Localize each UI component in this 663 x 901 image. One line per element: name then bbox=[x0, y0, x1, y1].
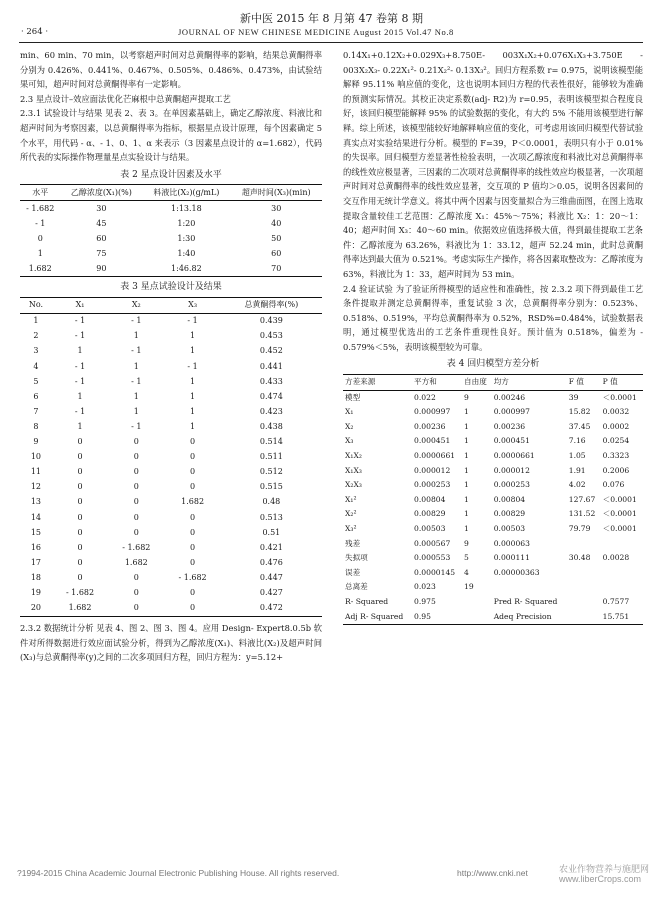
table-design-results bbox=[20, 297, 322, 617]
cnki-link[interactable]: http://www.cnki.net bbox=[457, 868, 528, 878]
table-anova bbox=[343, 374, 643, 625]
table-cell: 0.421 bbox=[259, 542, 283, 552]
table-cell: 9 bbox=[464, 538, 469, 548]
table-cell: 0 bbox=[77, 512, 83, 522]
header-rule bbox=[19, 42, 643, 43]
table-cell: - 1 bbox=[74, 361, 86, 371]
table-row bbox=[20, 601, 322, 617]
table-cell: 1 bbox=[464, 494, 469, 504]
table-cell: 0.00804 bbox=[493, 494, 526, 504]
table-row bbox=[20, 435, 322, 450]
table-cell: 0.447 bbox=[259, 572, 283, 582]
left-column bbox=[20, 48, 322, 665]
table-cell bbox=[462, 595, 492, 610]
table-cell: 1 bbox=[190, 406, 196, 416]
table-cell: ＜0.0001 bbox=[602, 524, 637, 533]
table-cell: X₁ bbox=[345, 407, 354, 417]
table-cell: 0 bbox=[133, 587, 139, 597]
table-cell: 1:40 bbox=[177, 248, 196, 258]
table-cell: 1 bbox=[464, 480, 469, 490]
table-row bbox=[20, 495, 322, 510]
table-cell: - 1 bbox=[74, 406, 86, 416]
copyright-text: ?1994-2015 China Academic Journal Electronic Publishing House. All rights reserved. bbox=[17, 868, 340, 878]
table-cell: 15.82 bbox=[568, 407, 591, 417]
column-header: 方差来源 bbox=[345, 377, 376, 387]
table-cell: 0.433 bbox=[259, 376, 283, 386]
table-cell bbox=[567, 566, 601, 581]
table-cell: 0.7577 bbox=[602, 596, 630, 606]
table-cell: 13 bbox=[30, 497, 42, 507]
table-row bbox=[20, 359, 322, 374]
table-row bbox=[343, 580, 643, 595]
table-row bbox=[20, 586, 322, 601]
table-cell: 7.16 bbox=[568, 436, 586, 446]
table-cell: 总离差 bbox=[345, 582, 368, 592]
table-cell: 0.00503 bbox=[493, 524, 526, 533]
table-cell: X₂ bbox=[345, 421, 354, 431]
table-cell: 127.67 bbox=[568, 494, 596, 504]
table-cell: 0 bbox=[133, 572, 139, 582]
table-cell: 1.05 bbox=[568, 451, 586, 461]
table-cell bbox=[601, 537, 643, 552]
table-cell: 0 bbox=[77, 482, 83, 492]
table-cell: 19 bbox=[30, 587, 42, 597]
journal-header-en: JOURNAL OF NEW CHINESE MEDICINE August 2015 Vol.47 No.8 bbox=[178, 27, 454, 37]
table-cell: 失拟项 bbox=[345, 553, 368, 563]
table-cell: 15 bbox=[30, 527, 42, 537]
table-cell: X₂² bbox=[345, 509, 357, 519]
table-cell: 6 bbox=[33, 391, 39, 401]
table-cell: 模型 bbox=[345, 392, 361, 402]
table-cell: 50 bbox=[271, 233, 282, 243]
table-row bbox=[343, 566, 643, 581]
table-cell: 1:46.82 bbox=[171, 263, 202, 273]
table-cell: 0.000063 bbox=[493, 538, 530, 548]
table-row bbox=[343, 405, 643, 420]
column-header: No. bbox=[28, 300, 44, 310]
table-cell: 60 bbox=[96, 233, 107, 243]
table-row bbox=[343, 493, 643, 508]
watermark: 农业作物营养与施肥网 www.liberCrops.com bbox=[559, 864, 650, 884]
table-cell: 0.000553 bbox=[414, 553, 451, 563]
paragraph-ultrasound-time: min、60 min、70 min，以考察超声时间对总黄酮得率的影响，结果总黄酮得率分别为 0.426%、0.441%、0.467%、0.505%、0.486%、0.473%，由试验结果可知，超声时间对总黄酮得率有一定影响。 bbox=[20, 50, 322, 90]
table-cell: 0 bbox=[133, 527, 139, 537]
table-cell: 0 bbox=[133, 437, 139, 447]
table-cell: 0 bbox=[190, 587, 196, 597]
table-factors-levels bbox=[20, 184, 322, 277]
table-cell: 45 bbox=[96, 218, 107, 228]
table-cell: 0 bbox=[190, 437, 196, 447]
table-cell: Pred R- Squared bbox=[493, 596, 558, 606]
column-header: X₂ bbox=[131, 300, 141, 310]
table-cell: 1 bbox=[464, 421, 469, 431]
table-cell: 0 bbox=[190, 527, 196, 537]
table-cell: 0.000253 bbox=[414, 480, 451, 490]
paragraph-2-3-2: 2.3.2 数据统计分析 见表 4、图 2、图 3、图 4。应用 Design- Expert8.0.5b 软件对所得数据进行效应面试验分析，得到为乙醇浓度(X₁)、料液比(X₂)及超声时间(X₃)与总黄酮得率(y)之间的二次多项回归方程，回归方程为：y=5.12+ bbox=[20, 622, 322, 663]
table-cell: 0.000997 bbox=[414, 407, 451, 417]
journal-header-cn: 新中医 2015 年 8 月第 47 卷第 8 期 bbox=[240, 12, 423, 25]
table-cell: 0.023 bbox=[414, 582, 436, 592]
table-row bbox=[20, 314, 322, 330]
table-cell: 15.751 bbox=[602, 611, 630, 621]
table-cell: 20 bbox=[30, 603, 42, 613]
table-cell: 60 bbox=[271, 248, 282, 258]
table-cell: 1 bbox=[133, 361, 139, 371]
table-cell: 1 bbox=[37, 248, 43, 258]
table-cell: - 1 bbox=[74, 331, 86, 341]
table-cell: - 1.682 bbox=[26, 203, 55, 213]
table-cell: 0 bbox=[77, 542, 83, 552]
table-cell: - 1 bbox=[74, 316, 86, 326]
table-row bbox=[343, 610, 643, 625]
table-cell: 37.45 bbox=[568, 421, 591, 431]
table-cell: 7 bbox=[33, 406, 39, 416]
table-cell: ＜0.0001 bbox=[602, 392, 637, 402]
table-cell: 0.000012 bbox=[493, 465, 530, 475]
column-header: X₁ bbox=[75, 300, 85, 310]
table-row bbox=[20, 525, 322, 540]
table-cell: 0.000111 bbox=[493, 553, 530, 563]
table-cell: 30.48 bbox=[568, 553, 591, 563]
table-row bbox=[20, 450, 322, 465]
table-cell: 1 bbox=[77, 346, 83, 356]
table-cell: 0.00804 bbox=[414, 494, 446, 504]
table-row bbox=[343, 478, 643, 493]
table-cell bbox=[567, 537, 601, 552]
table-row bbox=[343, 507, 643, 522]
table-cell: 0.0000661 bbox=[493, 451, 535, 461]
table-cell: 0 bbox=[37, 233, 43, 243]
table-cell: Adeq Precision bbox=[493, 611, 552, 621]
header-row bbox=[0, 27, 663, 41]
table-cell: 1 bbox=[464, 407, 469, 417]
table-cell: 1 bbox=[464, 509, 469, 519]
column-header: 乙醇浓度(X₁)(%) bbox=[70, 187, 132, 197]
table-row bbox=[20, 261, 322, 277]
table-cell: Adj R- Squared bbox=[345, 611, 404, 621]
table-cell: 1 bbox=[190, 346, 196, 356]
table-cell: 30 bbox=[271, 203, 282, 213]
table3-caption: 表 3 星点试验设计及结果 bbox=[120, 282, 222, 293]
table-cell bbox=[492, 580, 567, 595]
table-cell: 0.514 bbox=[259, 437, 283, 447]
table-cell: X₁X₃ bbox=[345, 465, 362, 475]
paragraph-regression: 0.14X₁+0.12X₂+0.029X₃+8.750E- 003X₁X₂+0.076X₁X₃+3.750E - 003X₂X₃- 0.22X₁²- 0.21X₂²- 0.13X₃²。回归方程系数 r= 0.975，说明该模型能解释 95.11% 响应值的变化，这也说明本回归方程的代表性很好，能够较为准确的预测实际情况。其校正决定系数(adj- R2)为 r=0.95，表明该模型拟合程度良好，该回归模型能解释 95% 的试验数据的变化，有大约 5% 不能用该模型进行解释。综上所述，该模型能较好地解释响应值的变化，可考虑用该回归模型代替试验真实点对实验结果进行分析。模型的 F=39，P＜0.0001，表明只有小于 0.01% 的失误率。回归模型方差显著性检验表明，一次项乙醇浓度和料液比对总黄酮得率的线性效应极显著，三因素的二次项对总黄酮得率的线性效应均极显著，一次项超声时间对总黄酮得率的线性效应显著，交互项的 P 值均＞0.05，说明各因素间的交互作用无统计学意义。将其中两个因素与因变量拟合为三维曲面图，在图上选取提取含量较佳工艺范围：乙醇浓度 X₁：45%～75%；料液比 X₂：1：20～1：40；超声时间 X₃：40～60 min。依据效应值选择极大值，得到最佳提取工艺条件：乙醇浓度为 63.26%，料液比为 1：33.12，超声 52.24 min，此时总黄酮得率达到最大值为 0.521%。考虑实际生产操作，将各因素取整改为：乙醇浓度为 63%，料液比为 1：33，超声时间为 53 min。 bbox=[343, 50, 643, 279]
table-cell: 0 bbox=[77, 557, 83, 567]
table-row bbox=[20, 405, 322, 420]
column-header: 均方 bbox=[493, 377, 509, 387]
table-cell: 1.682 bbox=[124, 557, 148, 567]
table-cell: 0.000451 bbox=[493, 436, 530, 446]
table-cell: 0 bbox=[77, 467, 83, 477]
table-cell: 0.441 bbox=[259, 361, 283, 371]
table-cell: 0.48 bbox=[262, 497, 281, 507]
table-cell: 0.00829 bbox=[493, 509, 526, 519]
table-cell: 0 bbox=[133, 497, 139, 507]
table-cell: - 1.682 bbox=[65, 587, 95, 597]
table-row bbox=[20, 390, 322, 405]
table-cell: - 1 bbox=[74, 376, 86, 386]
table-cell: 1.682 bbox=[28, 263, 52, 273]
table-cell: 0.0254 bbox=[602, 436, 630, 446]
table-row bbox=[20, 246, 322, 261]
table2-caption: 表 2 星点设计因素及水平 bbox=[120, 169, 222, 180]
table-cell: X₂X₃ bbox=[345, 480, 362, 490]
column-header: X₃ bbox=[188, 300, 198, 310]
table-cell: 4.02 bbox=[568, 480, 586, 490]
column-header: 平方和 bbox=[414, 377, 437, 387]
table-cell: 0.000997 bbox=[493, 407, 530, 417]
table-cell: 0 bbox=[133, 603, 139, 613]
table-cell: 0.51 bbox=[262, 527, 281, 537]
table-cell: 11 bbox=[30, 467, 42, 477]
table-row bbox=[20, 420, 322, 435]
table-row bbox=[343, 434, 643, 449]
table-cell: 0.00503 bbox=[414, 524, 446, 533]
column-header: F 值 bbox=[568, 377, 585, 387]
column-header: 总黄酮得率(%) bbox=[244, 300, 299, 310]
table-cell: 0.453 bbox=[259, 331, 283, 341]
table-cell: 0.076 bbox=[602, 480, 625, 490]
table-cell: 1 bbox=[133, 331, 139, 341]
table-cell: 5 bbox=[33, 376, 39, 386]
table-cell: X₃ bbox=[345, 436, 354, 446]
column-header: 水平 bbox=[32, 187, 49, 197]
column-header: P 值 bbox=[602, 377, 618, 387]
column-header: 自由度 bbox=[464, 377, 487, 387]
table-cell: R- Squared bbox=[345, 596, 389, 606]
table-row bbox=[343, 464, 643, 479]
table-cell: 4 bbox=[33, 361, 39, 371]
paragraph-2-4-verification: 2.4 验证试验 为了验证所得模型的适应性和准确性，按 2.3.2 项下得到最佳工艺条件提取并测定总黄酮得率，重复试验 3 次，总黄酮得率分别为：0.523%、0.518%、0.519%，平均总黄酮得率为 0.52%，RSD%=0.484%，试验数据表明，通过模型优选出的工艺条件重现性良好。预计值为 0.518%，偏差为 - 0.579%＜5%，表明该模型较为可靠。 bbox=[343, 283, 643, 352]
table-row bbox=[343, 449, 643, 464]
table-cell: 1 bbox=[33, 316, 39, 326]
table-cell: 39 bbox=[568, 392, 579, 402]
table-cell bbox=[567, 580, 601, 595]
table-cell: 0 bbox=[133, 512, 139, 522]
column-header: 料液比(X₂)(g/mL) bbox=[153, 187, 220, 197]
table-row bbox=[343, 522, 643, 537]
table-row bbox=[343, 537, 643, 552]
table-cell: 3 bbox=[33, 346, 39, 356]
table-cell: 0.476 bbox=[259, 557, 283, 567]
table-cell: 0.472 bbox=[259, 603, 283, 613]
table-cell: 1:20 bbox=[177, 218, 196, 228]
table-cell: 0 bbox=[190, 542, 196, 552]
table-cell: 0.00236 bbox=[493, 421, 526, 431]
table-cell: 残差 bbox=[345, 538, 361, 548]
table-cell: 1:30 bbox=[177, 233, 196, 243]
table-cell: 0 bbox=[133, 452, 139, 462]
table-cell: 8 bbox=[33, 421, 39, 431]
table-cell: 1 bbox=[77, 391, 83, 401]
table-cell: 0 bbox=[190, 603, 196, 613]
table-cell: ＜0.0001 bbox=[602, 494, 637, 504]
table-row bbox=[343, 420, 643, 435]
table-cell: - 1 bbox=[187, 361, 198, 371]
table-row bbox=[343, 390, 643, 405]
table-row bbox=[20, 374, 322, 389]
right-column bbox=[343, 48, 643, 625]
table-row bbox=[20, 231, 322, 246]
table-cell: 1 bbox=[77, 421, 83, 431]
table-cell: 1 bbox=[464, 436, 469, 446]
table-cell: 0 bbox=[190, 557, 196, 567]
table-cell: 0.0032 bbox=[602, 407, 630, 417]
table-cell: 9 bbox=[33, 437, 39, 447]
table-cell: - 1 bbox=[131, 376, 142, 386]
table-cell: 14 bbox=[30, 512, 42, 522]
table-cell: 70 bbox=[271, 263, 282, 273]
table-cell: 0 bbox=[77, 437, 83, 447]
table-cell: 0.000567 bbox=[414, 538, 451, 548]
table-cell: 90 bbox=[96, 263, 107, 273]
table-cell: 0.00829 bbox=[414, 509, 446, 519]
table-cell: 0 bbox=[133, 467, 139, 477]
table-cell: 16 bbox=[30, 542, 42, 552]
table-cell: - 1 bbox=[187, 316, 198, 326]
table-row bbox=[20, 571, 322, 586]
table-cell: 0.423 bbox=[259, 406, 283, 416]
table-row bbox=[20, 344, 322, 359]
table-cell: 0 bbox=[133, 482, 139, 492]
table-cell: 1:13.18 bbox=[171, 203, 202, 213]
table-cell: 0 bbox=[77, 497, 83, 507]
table-cell: 0.00236 bbox=[414, 421, 446, 431]
table-cell: 4 bbox=[464, 567, 469, 577]
table-cell: 0.3323 bbox=[602, 451, 630, 461]
table-cell: 0.438 bbox=[259, 421, 283, 431]
table-cell: 0 bbox=[190, 512, 196, 522]
table-cell: 0 bbox=[190, 467, 196, 477]
table-cell: 40 bbox=[271, 218, 282, 228]
table-row bbox=[20, 329, 322, 344]
table-cell: 1 bbox=[190, 391, 196, 401]
table-cell: 1.682 bbox=[68, 603, 92, 613]
table-cell: 0.95 bbox=[414, 611, 431, 621]
table-cell: 1 bbox=[133, 406, 139, 416]
table-cell: 75 bbox=[96, 248, 107, 258]
table-cell: 17 bbox=[30, 557, 42, 567]
table-cell: 1 bbox=[133, 391, 139, 401]
table-cell: 0.022 bbox=[414, 392, 436, 402]
table-cell: - 1 bbox=[131, 421, 142, 431]
table-cell: 0.452 bbox=[259, 346, 283, 356]
table-cell: 0.512 bbox=[259, 467, 283, 477]
table-cell: 0.2006 bbox=[602, 465, 630, 475]
table-row bbox=[20, 216, 322, 231]
table-cell: 0.439 bbox=[259, 316, 283, 326]
paragraph-2-3-1: 2.3.1 试验设计与结果 见表 2、表 3。在单因素基础上，确定乙醇浓度、料液比和超声时间为考察因素，以总黄酮得率为指标，根据星点设计原理，每个因素确定 5 个水平，用代码 - α、- 1、0、1、α 来表示（3 因素星点设计的 α=1.682），代码所代表的实际操作物理量星点实验设计与结果。 bbox=[20, 108, 322, 163]
table-cell: 131.52 bbox=[568, 509, 596, 519]
table-cell: - 1.682 bbox=[178, 572, 207, 582]
table-cell: 1 bbox=[190, 331, 196, 341]
table-cell: 10 bbox=[30, 452, 42, 462]
table-cell: 0.0000145 bbox=[414, 567, 456, 577]
table-cell: 0.0028 bbox=[602, 553, 630, 563]
table-cell: 0.0000661 bbox=[414, 451, 456, 461]
table-cell: 30 bbox=[96, 203, 107, 213]
table-cell: 1 bbox=[464, 465, 469, 475]
table-cell: 0.00246 bbox=[493, 392, 526, 402]
table-cell: - 1 bbox=[131, 346, 142, 356]
table-row bbox=[343, 595, 643, 610]
table-cell: 误差 bbox=[345, 567, 361, 577]
table-cell bbox=[567, 610, 601, 625]
table-cell: 1.682 bbox=[181, 497, 205, 507]
table-cell: 0 bbox=[77, 572, 83, 582]
table-cell: 0.513 bbox=[259, 512, 283, 522]
table-row bbox=[20, 465, 322, 480]
column-header: 超声时间(X₃)(min) bbox=[241, 187, 311, 197]
table-cell: 0 bbox=[190, 452, 196, 462]
table-cell: 0.000451 bbox=[414, 436, 451, 446]
table-cell: X₁² bbox=[345, 494, 357, 504]
table-cell bbox=[601, 580, 643, 595]
table-cell: 1 bbox=[190, 421, 196, 431]
table-row bbox=[20, 556, 322, 571]
table-cell: 79.79 bbox=[568, 524, 591, 533]
table-cell: - 1.682 bbox=[122, 542, 151, 552]
table-cell: 0 bbox=[77, 452, 83, 462]
section-2-3-heading: 2.3 星点设计–效应面法优化芒麻根中总黄酮超声提取工艺 bbox=[20, 93, 231, 104]
table-cell: 0.474 bbox=[259, 391, 283, 401]
table-cell: 1.91 bbox=[568, 465, 586, 475]
table-cell bbox=[567, 595, 601, 610]
table-cell: ＜0.0001 bbox=[602, 509, 637, 519]
table-cell bbox=[601, 566, 643, 581]
table-cell: - 1 bbox=[131, 316, 142, 326]
table4-caption: 表 4 回归模型方差分析 bbox=[446, 359, 540, 370]
table-cell: 12 bbox=[30, 482, 42, 492]
table-cell: 1 bbox=[190, 376, 196, 386]
table-cell: 0.427 bbox=[259, 587, 283, 597]
table-cell bbox=[462, 610, 492, 625]
table-cell: 1 bbox=[464, 451, 469, 461]
table-row bbox=[20, 540, 322, 555]
table-cell: 0.515 bbox=[259, 482, 283, 492]
table-cell: - 1 bbox=[35, 218, 46, 228]
table-cell: 1 bbox=[464, 524, 469, 533]
table-row bbox=[343, 551, 643, 566]
table-cell: 0 bbox=[77, 527, 83, 537]
table-cell: 0.975 bbox=[414, 596, 436, 606]
table-cell: X₁X₂ bbox=[345, 451, 362, 461]
table-cell: 0.000253 bbox=[493, 480, 530, 490]
table-row bbox=[20, 510, 322, 525]
page-footer bbox=[17, 864, 657, 884]
table-cell: 0.00000363 bbox=[493, 567, 540, 577]
table-row bbox=[20, 201, 322, 217]
table-cell: 0.0002 bbox=[602, 421, 630, 431]
table-row bbox=[20, 480, 322, 495]
table-cell: 0.511 bbox=[259, 452, 283, 462]
table-cell: X₃² bbox=[345, 524, 357, 533]
table-cell: 0 bbox=[190, 482, 196, 492]
table-cell: 9 bbox=[464, 392, 469, 402]
table-cell: 19 bbox=[464, 582, 474, 592]
table-cell: 0.000012 bbox=[414, 465, 451, 475]
page-number: · 264 · bbox=[21, 27, 49, 37]
table-cell: 2 bbox=[33, 331, 39, 341]
table-cell: 18 bbox=[30, 572, 42, 582]
table-cell: 5 bbox=[464, 553, 469, 563]
